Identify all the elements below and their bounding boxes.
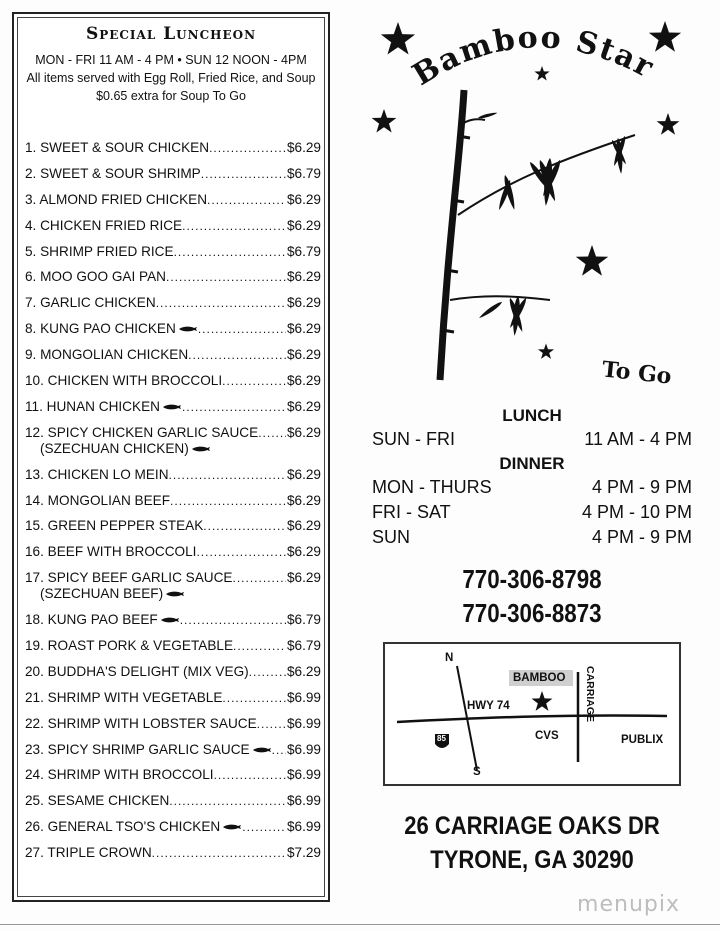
menu-item-name: 18. KUNG PAO BEEF (25, 612, 158, 628)
menu-item-price: $6.99 (286, 689, 321, 705)
menu-item (25, 347, 321, 363)
menu-item-name: 15. GREEN PEPPER STEAK (25, 518, 204, 534)
menu-item-price: $6.29 (286, 140, 321, 155)
menu-item-name: 19. ROAST PORK & VEGETABLE (25, 638, 234, 654)
menu-item-price: $6.99 (286, 793, 321, 809)
phone-number[interactable]: 770-306-8873 (462, 598, 602, 628)
hot-pepper-icon (189, 441, 211, 457)
menu-item (25, 845, 321, 861)
menu-item-price: $6.29 (286, 295, 321, 311)
menu-item (25, 612, 321, 628)
leader-dots (272, 742, 286, 758)
menu-item-subtitle: (SZECHUAN CHICKEN) (40, 440, 189, 456)
route-shield-number: 85 (437, 734, 446, 743)
leader-dots (209, 140, 286, 156)
address-street: 26 CARRIAGE OAKS DR (404, 812, 660, 840)
menu-item-price: $6.29 (286, 321, 321, 337)
menu-item-price: $6.29 (286, 466, 321, 482)
menu-item-price: $6.99 (286, 819, 321, 835)
menu-item (25, 140, 321, 156)
leader-dots (222, 690, 286, 706)
menu-item (25, 793, 321, 809)
map-carriage-label: CARRIAGE (584, 666, 596, 723)
hot-pepper-icon (165, 590, 185, 599)
location-map (383, 642, 681, 786)
menu-item-name: 4. CHICKEN FRIED RICE (25, 217, 183, 233)
dinner-heading: DINNER (499, 454, 565, 473)
menu-item (25, 467, 321, 483)
menu-item-name: 14. MONGOLIAN BEEF (25, 492, 171, 508)
menu-item-price: $6.29 (286, 424, 321, 440)
lunch-hours-row (372, 427, 692, 452)
menu-item (25, 166, 321, 182)
menu-item (25, 425, 321, 457)
menu-item-name: 1. SWEET & SOUR CHICKEN (25, 140, 210, 155)
menu-item-price: $6.29 (286, 518, 321, 534)
leader-dots (214, 767, 286, 783)
star-icon (657, 113, 680, 135)
menu-item-price: $6.29 (286, 191, 321, 207)
menu-item-name: 17. SPICY BEEF GARLIC SAUCE (25, 570, 233, 586)
leader-dots (182, 399, 286, 415)
lunch-days: SUN - FRI (372, 429, 455, 449)
menu-item (25, 192, 321, 208)
star-icon (649, 21, 681, 52)
menu-item (25, 399, 321, 415)
menu-item-subtitle-row (25, 441, 321, 457)
menu-item (25, 690, 321, 706)
menu-item-price: $6.29 (286, 373, 321, 389)
leader-dots (257, 716, 286, 732)
menu-item (25, 244, 321, 260)
menu-item-price: $6.29 (286, 570, 321, 586)
menu-item (25, 269, 321, 285)
restaurant-star-icon (532, 691, 553, 711)
leader-dots (196, 544, 286, 560)
menu-item-name: 23. SPICY SHRIMP GARLIC SAUCE (25, 741, 250, 757)
menu-item-name: 21. SHRIMP WITH VEGETABLE (25, 689, 223, 705)
menu-item-name: 25. SESAME CHICKEN (25, 793, 170, 809)
hot-pepper-icon (252, 746, 272, 755)
menu-item-price: $6.29 (286, 544, 321, 560)
menu-item (25, 518, 321, 534)
leader-dots (201, 166, 286, 182)
dinner-time: 4 PM - 10 PM (581, 502, 692, 522)
hot-pepper-icon (178, 325, 198, 334)
menu-item-name: 3. ALMOND FRIED CHICKEN (25, 191, 208, 207)
menu-item (25, 742, 321, 758)
menu-item-price: $6.29 (286, 217, 321, 233)
hot-pepper-icon (160, 616, 180, 625)
menu-item-name: 26. GENERAL TSO'S CHICKEN (25, 819, 221, 835)
menupix-watermark: menupix (577, 892, 680, 917)
leader-dots (222, 373, 286, 389)
star-icon (538, 344, 554, 359)
menu-item-name: 20. BUDDHA'S DELIGHT (MIX VEG) (25, 663, 249, 679)
leader-dots (233, 638, 286, 654)
map-hwy-label: HWY 74 (467, 700, 510, 712)
menu-item-price: $6.79 (286, 612, 321, 628)
leader-dots (152, 845, 286, 861)
dinner-hours-row (372, 525, 692, 550)
map-cvs-label: CVS (535, 730, 559, 742)
luncheon-hours: MON - FRI 11 AM - 4 PM • SUN 12 NOON - 4PM (35, 53, 307, 67)
leader-dots (207, 192, 286, 208)
lunch-heading: LUNCH (502, 406, 562, 425)
hot-pepper-icon (191, 445, 211, 454)
hot-pepper-icon (176, 321, 198, 337)
dinner-days: SUN (372, 527, 411, 547)
menu-item-name: 27. TRIPLE CROWN (25, 845, 152, 861)
menu-item-name: 13. CHICKEN LO MEIN (25, 466, 169, 482)
hot-pepper-icon (220, 819, 242, 835)
hot-pepper-icon (162, 403, 182, 412)
hot-pepper-icon (160, 399, 182, 415)
dinner-time: 4 PM - 9 PM (591, 477, 692, 497)
star-icon (576, 245, 608, 276)
menu-item-price: $6.29 (286, 347, 321, 363)
leader-dots (156, 295, 286, 311)
dinner-time: 4 PM - 9 PM (591, 527, 692, 547)
leader-dots (169, 467, 286, 483)
menu-item-subtitle-row (25, 586, 321, 602)
menu-item-name: 24. SHRIMP WITH BROCCOLI (25, 767, 214, 783)
menu-item (25, 716, 321, 732)
menu-item-price: $7.29 (286, 845, 321, 861)
leader-dots (242, 819, 286, 835)
hot-pepper-icon (222, 823, 242, 832)
leader-dots (182, 218, 286, 234)
menu-item-price: $6.99 (286, 741, 321, 757)
dinner-days: MON - THURS (372, 477, 492, 497)
bamboo-icon (440, 90, 635, 380)
hot-pepper-icon (250, 742, 272, 758)
leader-dots (170, 493, 286, 509)
special-luncheon-panel (12, 12, 330, 902)
map-publix-label: PUBLIX (621, 734, 664, 746)
dinner-hours-row (372, 475, 692, 500)
leader-dots (203, 518, 286, 534)
menu-item-price: $6.29 (286, 663, 321, 679)
menu-item-price: $6.99 (286, 767, 321, 783)
menu-item (25, 321, 321, 337)
menu-item-price: $6.99 (286, 715, 321, 731)
star-icon (381, 22, 415, 55)
logo-tagline: To Go (600, 356, 673, 390)
bamboo-star-logo (360, 10, 700, 405)
map-bamboo-label: BAMBOO (513, 672, 566, 684)
menu-item-name: 12. SPICY CHICKEN GARLIC SAUCE (25, 424, 259, 440)
luncheon-menu-list (25, 140, 321, 871)
menu-item (25, 373, 321, 389)
star-icon (534, 66, 549, 80)
menu-item-price: $6.79 (286, 165, 321, 181)
menu-item (25, 638, 321, 654)
dinner-hours-row (372, 500, 692, 525)
menu-item-name: 5. SHRIMP FRIED RICE (25, 243, 174, 259)
menu-item-name: 11. HUNAN CHICKEN (25, 398, 160, 414)
special-luncheon-title: Special Luncheon (85, 24, 257, 44)
page-bottom-rule (0, 924, 720, 925)
luncheon-includes: All items served with Egg Roll, Fried Rice, and Soup (26, 71, 316, 85)
menu-item-price: $6.29 (286, 269, 321, 285)
menu-item-name: 2. SWEET & SOUR SHRIMP (25, 165, 201, 181)
menu-item-price: $6.79 (286, 638, 321, 654)
menu-item-subtitle: (SZECHUAN BEEF) (40, 586, 164, 602)
menu-item (25, 767, 321, 783)
hot-pepper-icon (163, 586, 185, 602)
menu-item (25, 570, 321, 602)
menu-item (25, 544, 321, 560)
menu-item-price: $6.29 (286, 398, 321, 414)
menu-item (25, 819, 321, 835)
leader-dots (174, 244, 286, 260)
star-icon (372, 109, 397, 133)
menu-item (25, 664, 321, 680)
menu-item-name: 7. GARLIC CHICKEN (25, 295, 156, 311)
menu-item-name: 6. MOO GOO GAI PAN (25, 269, 166, 285)
logo-title: Bamboo Star (406, 20, 661, 94)
hours-section (372, 404, 692, 550)
leader-dots (180, 612, 286, 628)
menu-item (25, 295, 321, 311)
leader-dots (198, 321, 286, 337)
menu-item-name: 9. MONGOLIAN CHICKEN (25, 347, 189, 363)
map-south-label: S (473, 766, 481, 778)
menu-item-name: 8. KUNG PAO CHICKEN (25, 321, 176, 337)
map-roads (385, 644, 679, 784)
menu-item-price: $6.29 (286, 492, 321, 508)
lunch-time: 11 AM - 4 PM (584, 429, 692, 449)
soup-to-go-note: $0.65 extra for Soup To Go (96, 89, 246, 103)
leader-dots (249, 664, 286, 680)
leader-dots (169, 793, 286, 809)
menu-item-name: 10. CHICKEN WITH BROCCOLI (25, 373, 223, 389)
dinner-days: FRI - SAT (372, 502, 451, 522)
leader-dots (258, 425, 286, 441)
map-north-label: N (445, 652, 454, 664)
leader-dots (188, 347, 286, 363)
hot-pepper-icon (158, 612, 180, 628)
leader-dots (233, 570, 286, 586)
menu-item-name: 16. BEEF WITH BROCCOLI (25, 544, 197, 560)
menu-item (25, 493, 321, 509)
menu-item-price: $6.79 (286, 243, 321, 259)
menu-item (25, 218, 321, 234)
svg-text:Bamboo Star (407, 20, 661, 93)
leader-dots (166, 269, 286, 285)
phone-number[interactable]: 770-306-8798 (462, 564, 602, 594)
hwy-74-road (397, 715, 667, 722)
address-city: TYRONE, GA 30290 (430, 846, 634, 874)
menu-item-name: 22. SHRIMP WITH LOBSTER SAUCE (25, 715, 257, 731)
